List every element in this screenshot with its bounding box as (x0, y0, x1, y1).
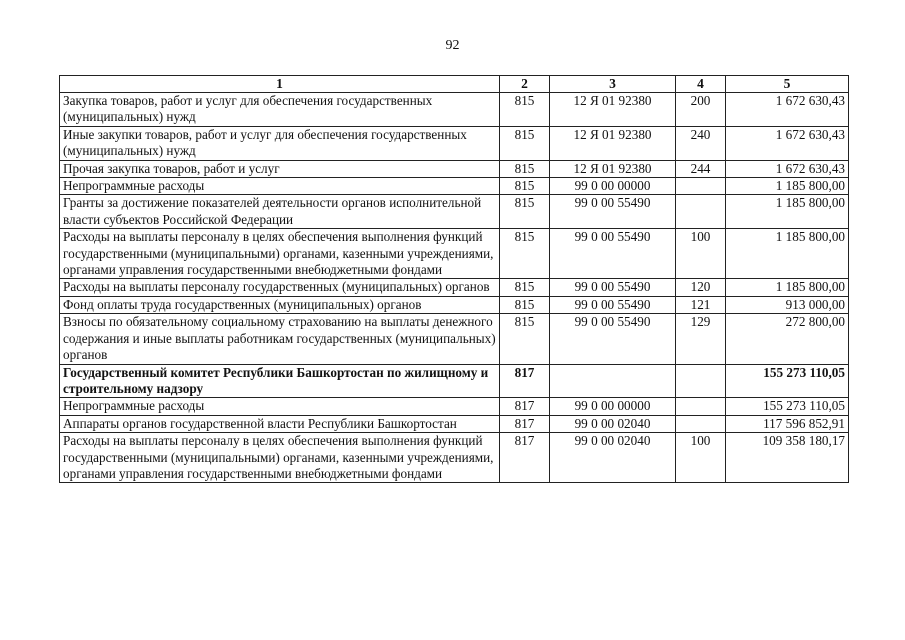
cell-code: 815 (500, 279, 550, 296)
table-row (60, 398, 849, 415)
cell-name: Гранты за достижение показателей деятельности органов исполнительной власти субъектов Российской Федерации (60, 195, 500, 229)
cell-name: Иные закупки товаров, работ и услуг для обеспечения государственных (муниципальных) нужд (60, 126, 500, 160)
cell-sum: 117 596 852,91 (726, 415, 849, 432)
cell-csr: 99 0 00 02040 (550, 433, 676, 483)
table-row (60, 178, 849, 195)
cell-vr: 244 (676, 160, 726, 177)
header-col-csr: 3 (550, 76, 676, 93)
cell-code: 815 (500, 314, 550, 364)
cell-csr: 99 0 00 55490 (550, 296, 676, 313)
cell-csr: 12 Я 01 92380 (550, 93, 676, 127)
cell-vr (676, 178, 726, 195)
cell-csr: 99 0 00 55490 (550, 279, 676, 296)
cell-csr (550, 364, 676, 398)
cell-csr: 99 0 00 02040 (550, 415, 676, 432)
header-row (60, 76, 849, 93)
cell-sum: 109 358 180,17 (726, 433, 849, 483)
cell-vr: 129 (676, 314, 726, 364)
cell-sum: 1 185 800,00 (726, 279, 849, 296)
cell-name: Фонд оплаты труда государственных (муниципальных) органов (60, 296, 500, 313)
cell-code: 815 (500, 296, 550, 313)
cell-code: 815 (500, 178, 550, 195)
cell-code: 815 (500, 93, 550, 127)
cell-csr: 12 Я 01 92380 (550, 160, 676, 177)
cell-sum: 1 185 800,00 (726, 178, 849, 195)
cell-name: Закупка товаров, работ и услуг для обеспечения государственных (муниципальных) нужд (60, 93, 500, 127)
cell-csr: 99 0 00 55490 (550, 195, 676, 229)
cell-name: Непрограммные расходы (60, 398, 500, 415)
cell-name: Прочая закупка товаров, работ и услуг (60, 160, 500, 177)
cell-csr: 99 0 00 00000 (550, 398, 676, 415)
cell-code: 815 (500, 229, 550, 279)
header-col-sum: 5 (726, 76, 849, 93)
cell-sum: 1 672 630,43 (726, 93, 849, 127)
cell-code: 817 (500, 364, 550, 398)
cell-sum: 1 672 630,43 (726, 160, 849, 177)
cell-sum: 913 000,00 (726, 296, 849, 313)
cell-vr: 200 (676, 93, 726, 127)
cell-vr (676, 364, 726, 398)
table-row (60, 229, 849, 279)
cell-code: 817 (500, 415, 550, 432)
table-row (60, 364, 849, 398)
table-row (60, 415, 849, 432)
cell-vr: 120 (676, 279, 726, 296)
table-row (60, 433, 849, 483)
cell-name: Расходы на выплаты персоналу в целях обеспечения выполнения функций государственными (муниципальными) органами, казенными учреждениями, органами управления государственными внебюджетными фондами (60, 229, 500, 279)
table-row (60, 296, 849, 313)
cell-sum: 272 800,00 (726, 314, 849, 364)
budget-table (59, 75, 849, 483)
cell-vr: 100 (676, 433, 726, 483)
page-number: 92 (445, 38, 460, 53)
header-col-vr: 4 (676, 76, 726, 93)
cell-sum: 1 185 800,00 (726, 229, 849, 279)
cell-csr: 12 Я 01 92380 (550, 126, 676, 160)
table-row (60, 314, 849, 364)
cell-csr: 99 0 00 55490 (550, 229, 676, 279)
cell-vr (676, 415, 726, 432)
cell-vr: 100 (676, 229, 726, 279)
cell-sum: 155 273 110,05 (726, 364, 849, 398)
cell-name: Взносы по обязательному социальному страхованию на выплаты денежного содержания и иные выплаты работникам государственных (муниципальных) органов (60, 314, 500, 364)
cell-code: 817 (500, 433, 550, 483)
table-row (60, 126, 849, 160)
cell-name: Непрограммные расходы (60, 178, 500, 195)
cell-csr: 99 0 00 00000 (550, 178, 676, 195)
cell-sum: 1 185 800,00 (726, 195, 849, 229)
table-row (60, 93, 849, 127)
header-col-code: 2 (500, 76, 550, 93)
table-row (60, 160, 849, 177)
cell-code: 815 (500, 195, 550, 229)
cell-csr: 99 0 00 55490 (550, 314, 676, 364)
cell-name: Государственный комитет Республики Башкортостан по жилищному и строительному надзору (60, 364, 500, 398)
cell-vr: 121 (676, 296, 726, 313)
table-body (60, 93, 849, 483)
header-col-name: 1 (60, 76, 500, 93)
cell-code: 815 (500, 160, 550, 177)
cell-name: Расходы на выплаты персоналу государственных (муниципальных) органов (60, 279, 500, 296)
cell-sum: 155 273 110,05 (726, 398, 849, 415)
cell-vr (676, 195, 726, 229)
table-row (60, 279, 849, 296)
cell-vr (676, 398, 726, 415)
cell-code: 817 (500, 398, 550, 415)
cell-name: Расходы на выплаты персоналу в целях обеспечения выполнения функций государственными (муниципальными) органами, казенными учреждениями, органами управления государственными внебюджетными фондами (60, 433, 500, 483)
table-row (60, 195, 849, 229)
cell-vr: 240 (676, 126, 726, 160)
cell-sum: 1 672 630,43 (726, 126, 849, 160)
cell-code: 815 (500, 126, 550, 160)
cell-name: Аппараты органов государственной власти Республики Башкортостан (60, 415, 500, 432)
